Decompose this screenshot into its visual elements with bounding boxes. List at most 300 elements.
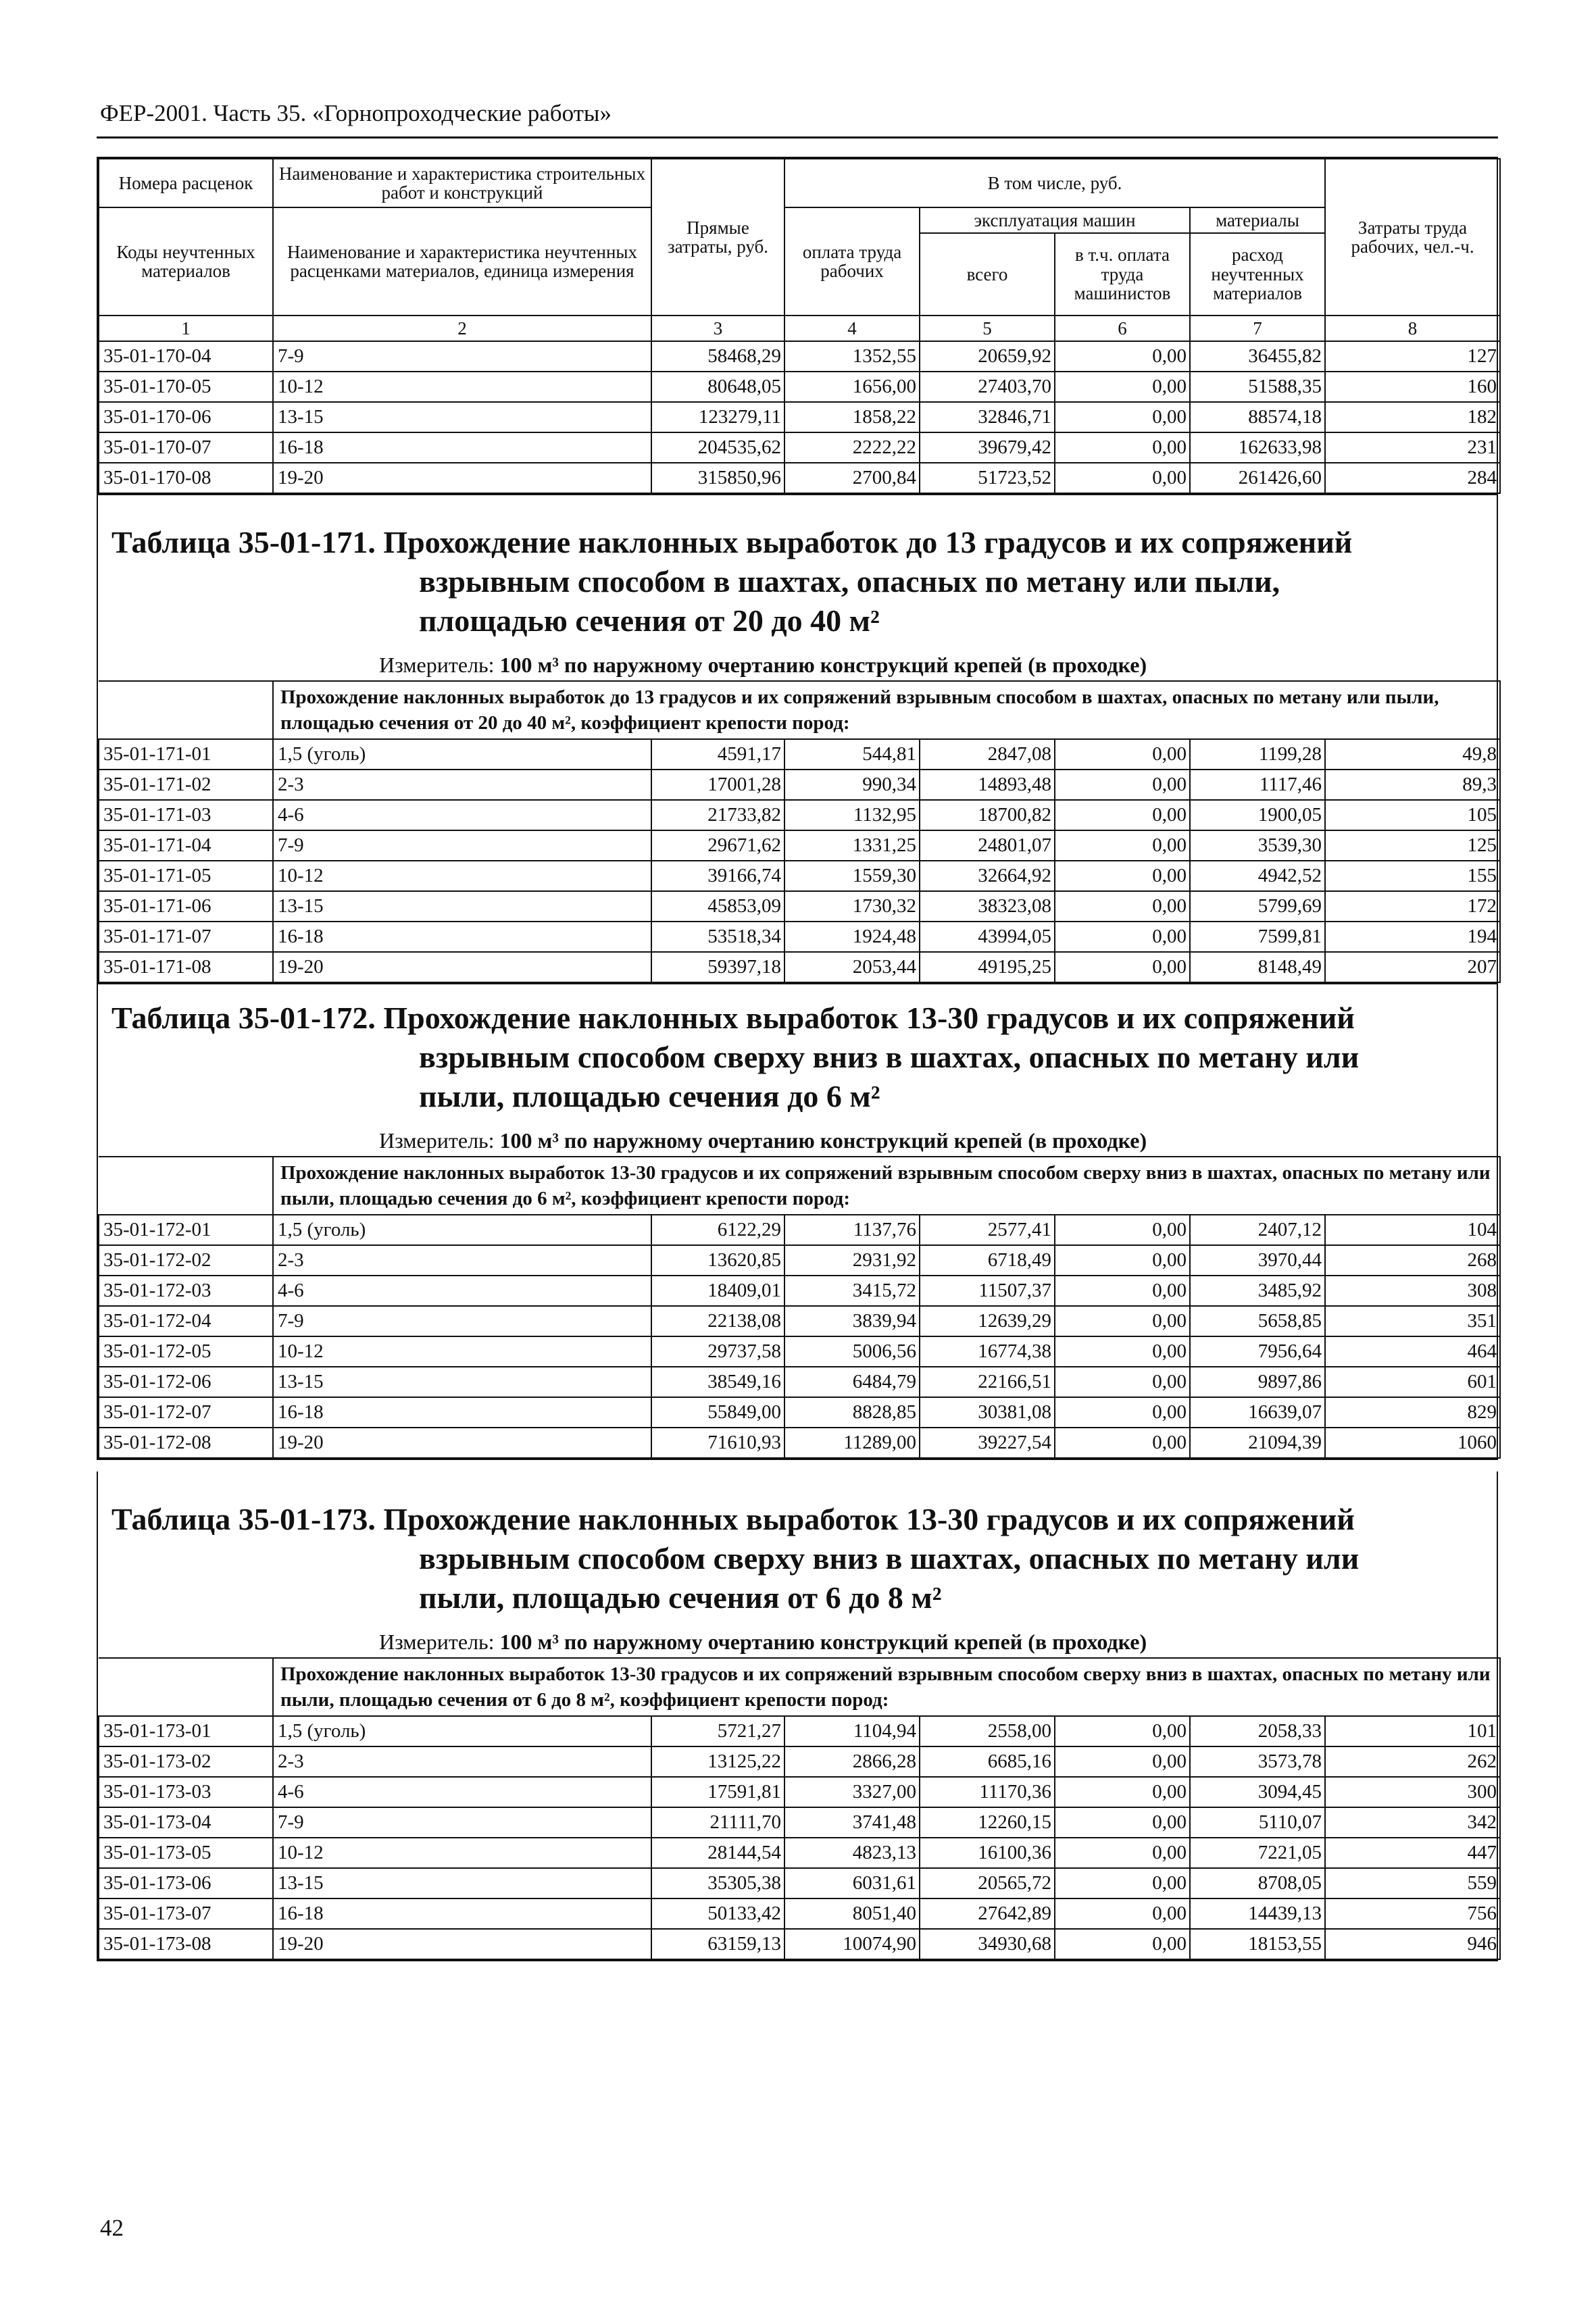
value-cell: 0,00 [1055,463,1190,493]
table-171-measure-value: 100 м³ по наружному очертанию конструкций крепей (в проходке) [499,653,1147,677]
table-row [99,1336,1500,1367]
value-cell: 2847,08 [920,739,1055,770]
value-cell: 1900,05 [1190,800,1325,830]
table-row [99,861,1500,891]
value-cell: 8051,40 [784,1898,920,1929]
value-cell: 11289,00 [784,1428,920,1458]
rate-code-cell: 35-01-173-05 [99,1838,273,1868]
value-cell: 3415,72 [784,1276,920,1306]
rock-hardness-cell: 4-6 [273,1777,651,1807]
table-171-title-line3: площадью сечения от 20 до 40 м² [419,603,880,638]
table-row [99,372,1500,402]
value-cell: 30381,08 [920,1397,1055,1428]
rate-code-cell: 35-01-173-06 [99,1868,273,1898]
value-cell: 0,00 [1055,402,1190,432]
value-cell: 18700,82 [920,800,1055,830]
rate-code-cell: 35-01-170-08 [99,463,273,493]
value-cell: 0,00 [1055,1276,1190,1306]
value-cell: 162633,98 [1190,432,1325,463]
value-cell: 8148,49 [1190,952,1325,982]
value-cell: 16774,38 [920,1336,1055,1367]
table-row [99,891,1500,922]
value-cell: 49,8 [1325,739,1500,770]
value-cell: 207 [1325,952,1500,982]
table-171-measure-label: Измеритель: [379,653,495,677]
table-173-title-line2: взрывным способом сверху вниз в шахтах, опасных по метану или [419,1541,1360,1576]
value-cell: 55849,00 [651,1397,784,1428]
value-cell: 756 [1325,1898,1500,1929]
rock-hardness-cell: 10-12 [273,1336,651,1367]
rock-hardness-cell: 10-12 [273,372,651,402]
value-cell: 32846,71 [920,402,1055,432]
value-cell: 29671,62 [651,830,784,861]
rock-hardness-cell: 2-3 [273,1746,651,1777]
value-cell: 34930,68 [920,1929,1055,1959]
rock-hardness-cell: 19-20 [273,1929,651,1959]
table-row [99,1397,1500,1428]
table-row [99,341,1500,372]
col-codes-title: Коды неучтенных материалов [99,207,273,316]
rate-code-cell: 35-01-172-08 [99,1428,273,1458]
rate-code-cell: 35-01-172-01 [99,1215,273,1245]
rock-hardness-cell: 16-18 [273,1898,651,1929]
rate-code-cell: 35-01-170-07 [99,432,273,463]
value-cell: 1730,32 [784,891,920,922]
value-cell: 182 [1325,402,1500,432]
table-171-frame [97,495,1498,984]
table-173-title-line1: Прохождение наклонных выработок 13-30 градусов и их сопряжений [383,1502,1355,1536]
value-cell: 50133,42 [651,1898,784,1929]
rate-code-cell: 35-01-171-08 [99,952,273,982]
col-materials: материалы [1190,207,1325,233]
value-cell: 5721,27 [651,1716,784,1746]
value-cell: 0,00 [1055,922,1190,952]
rock-hardness-cell: 16-18 [273,1397,651,1428]
value-cell: 1656,00 [784,372,920,402]
value-cell: 1858,22 [784,402,920,432]
value-cell: 3970,44 [1190,1245,1325,1276]
table-row [99,402,1500,432]
value-cell: 268 [1325,1245,1500,1276]
col-number-title: Номера расценок [99,159,273,207]
rock-hardness-cell: 7-9 [273,1306,651,1336]
value-cell: 63159,13 [651,1929,784,1959]
rock-hardness-cell: 2-3 [273,1245,651,1276]
value-cell: 559 [1325,1868,1500,1898]
table-171 [98,680,1501,983]
table-row [99,800,1500,830]
value-cell: 3741,48 [784,1807,920,1838]
rate-code-cell: 35-01-173-01 [99,1716,273,1746]
value-cell: 2700,84 [784,463,920,493]
value-cell: 4591,17 [651,739,784,770]
value-cell: 0,00 [1055,952,1190,982]
value-cell: 80648,05 [651,372,784,402]
value-cell: 300 [1325,1777,1500,1807]
col-machines-total: всего [920,233,1055,316]
rock-hardness-cell: 2-3 [273,770,651,800]
value-cell: 21111,70 [651,1807,784,1838]
value-cell: 0,00 [1055,1215,1190,1245]
table-173-frame [97,1472,1498,1961]
rate-code-cell: 35-01-172-07 [99,1397,273,1428]
table-row [99,1807,1500,1838]
value-cell: 0,00 [1055,1367,1190,1397]
table-170-frame [97,157,1498,495]
value-cell: 5799,69 [1190,891,1325,922]
table-173 [98,1657,1501,1960]
value-cell: 7956,64 [1190,1336,1325,1367]
table-170 [98,158,1501,494]
rate-code-cell: 35-01-171-01 [99,739,273,770]
rock-hardness-cell: 16-18 [273,432,651,463]
rock-hardness-cell: 13-15 [273,891,651,922]
header-rule [97,136,1498,139]
table-173-measure [98,1617,1497,1657]
rock-hardness-cell: 19-20 [273,463,651,493]
value-cell: 6484,79 [784,1367,920,1397]
value-cell: 3839,94 [784,1306,920,1336]
value-cell: 59397,18 [651,952,784,982]
value-cell: 12260,15 [920,1807,1055,1838]
table-173-title-prefix: Таблица 35-01-173. [111,1502,376,1536]
value-cell: 6031,61 [784,1868,920,1898]
rate-code-cell: 35-01-171-05 [99,861,273,891]
table-171-title-line1: Прохождение наклонных выработок до 13 градусов и их сопряжений [383,525,1353,559]
value-cell: 1104,94 [784,1716,920,1746]
table-row [99,1929,1500,1959]
value-cell: 22166,51 [920,1367,1055,1397]
col-wages: оплата труда рабочих [784,207,920,316]
value-cell: 262 [1325,1746,1500,1777]
value-cell: 39166,74 [651,861,784,891]
value-cell: 0,00 [1055,770,1190,800]
value-cell: 10074,90 [784,1929,920,1959]
value-cell: 155 [1325,861,1500,891]
value-cell: 0,00 [1055,739,1190,770]
page-header: ФЕР-2001. Часть 35. «Горнопроходческие работы» [100,100,612,126]
rate-code-cell: 35-01-172-06 [99,1367,273,1397]
value-cell: 1060 [1325,1428,1500,1458]
table-row [99,922,1500,952]
value-cell: 2222,22 [784,432,920,463]
value-cell: 990,34 [784,770,920,800]
table-171-caption: Прохождение наклонных выработок до 13 градусов и их сопряжений взрывным способом в шахтах, опасных по метану или пыли, площадью сечения от 20 до 40 м², коэффициент крепости пород: [273,681,1500,739]
value-cell: 8828,85 [784,1397,920,1428]
value-cell: 6685,16 [920,1746,1055,1777]
value-cell: 204535,62 [651,432,784,463]
value-cell: 38549,16 [651,1367,784,1397]
value-cell: 49195,25 [920,952,1055,982]
value-cell: 308 [1325,1276,1500,1306]
rock-hardness-cell: 16-18 [273,922,651,952]
value-cell: 0,00 [1055,1807,1190,1838]
value-cell: 105 [1325,800,1500,830]
value-cell: 544,81 [784,739,920,770]
value-cell: 17001,28 [651,770,784,800]
table-171-measure [98,640,1497,680]
table-173-measure-label: Измеритель: [379,1630,495,1654]
value-cell: 53518,34 [651,922,784,952]
value-cell: 351 [1325,1306,1500,1336]
table-row [99,1276,1500,1306]
value-cell: 447 [1325,1838,1500,1868]
rate-code-cell: 35-01-172-04 [99,1306,273,1336]
rock-hardness-cell: 19-20 [273,952,651,982]
col-labor: Затраты труда рабочих, чел.-ч. [1325,159,1500,316]
table-row [99,1215,1500,1245]
table-row [99,1306,1500,1336]
value-cell: 17591,81 [651,1777,784,1807]
value-cell: 0,00 [1055,1746,1190,1777]
value-cell: 39227,54 [920,1428,1055,1458]
rock-hardness-cell: 7-9 [273,341,651,372]
col-machinists: в т.ч. оплата труда машинистов [1055,233,1190,316]
table-172 [98,1156,1501,1459]
value-cell: 18409,01 [651,1276,784,1306]
col-machines: эксплуатация машин [920,207,1190,233]
value-cell: 125 [1325,830,1500,861]
table-row [99,1367,1500,1397]
value-cell: 0,00 [1055,1868,1190,1898]
rock-hardness-cell: 1,5 (уголь) [273,1215,651,1245]
value-cell: 0,00 [1055,1898,1190,1929]
rate-code-cell: 35-01-173-04 [99,1807,273,1838]
value-cell: 58468,29 [651,341,784,372]
value-cell: 24801,07 [920,830,1055,861]
value-cell: 16639,07 [1190,1397,1325,1428]
value-cell: 1199,28 [1190,739,1325,770]
value-cell: 2866,28 [784,1746,920,1777]
value-cell: 3539,30 [1190,830,1325,861]
value-cell: 3327,00 [784,1777,920,1807]
value-cell: 127 [1325,341,1500,372]
value-cell: 4942,52 [1190,861,1325,891]
value-cell: 1352,55 [784,341,920,372]
table-row [99,1777,1500,1807]
value-cell: 43994,05 [920,922,1055,952]
table-172-title-line1: Прохождение наклонных выработок 13-30 градусов и их сопряжений [383,1001,1355,1035]
table-row [99,1746,1500,1777]
value-cell: 231 [1325,432,1500,463]
rate-code-cell: 35-01-170-04 [99,341,273,372]
rock-hardness-cell: 1,5 (уголь) [273,739,651,770]
value-cell: 13125,22 [651,1746,784,1777]
value-cell: 601 [1325,1367,1500,1397]
rock-hardness-cell: 13-15 [273,1367,651,1397]
rock-hardness-cell: 7-9 [273,830,651,861]
table-173-measure-value: 100 м³ по наружному очертанию конструкций крепей (в проходке) [499,1630,1147,1654]
table-172-caption: Прохождение наклонных выработок 13-30 градусов и их сопряжений взрывным способом сверху вниз в шахтах, опасных по метану или пыли, площадью сечения до 6 м², коэффициент крепости пород: [273,1157,1500,1215]
value-cell: 9897,86 [1190,1367,1325,1397]
table-172-title-prefix: Таблица 35-01-172. [111,1001,376,1035]
value-cell: 39679,42 [920,432,1055,463]
table-173-caption: Прохождение наклонных выработок 13-30 градусов и их сопряжений взрывным способом сверху вниз в шахтах, опасных по метану или пыли, площадью сечения от 6 до 8 м², коэффициент крепости пород: [273,1658,1500,1716]
value-cell: 32664,92 [920,861,1055,891]
value-cell: 0,00 [1055,1428,1190,1458]
rock-hardness-cell: 1,5 (уголь) [273,1716,651,1746]
table-173-title [98,1472,1497,1617]
value-cell: 4823,13 [784,1838,920,1868]
value-cell: 261426,60 [1190,463,1325,493]
rate-code-cell: 35-01-171-02 [99,770,273,800]
table-172-title-line3: пыли, площадью сечения до 6 м² [419,1079,880,1113]
col-name-title: Наименование и характеристика строительных работ и конструкций [273,159,651,207]
value-cell: 0,00 [1055,1336,1190,1367]
col-num-2: 2 [273,316,651,341]
rock-hardness-cell: 19-20 [273,1428,651,1458]
value-cell: 14893,48 [920,770,1055,800]
rate-code-cell: 35-01-170-06 [99,402,273,432]
value-cell: 0,00 [1055,830,1190,861]
value-cell: 284 [1325,463,1500,493]
value-cell: 89,3 [1325,770,1500,800]
table-172-title-line2: взрывным способом сверху вниз в шахтах, опасных по метану или [419,1040,1360,1074]
value-cell: 7599,81 [1190,922,1325,952]
value-cell: 11507,37 [920,1276,1055,1306]
value-cell: 5006,56 [784,1336,920,1367]
table-173-title-line3: пыли, площадью сечения от 6 до 8 м² [419,1580,942,1615]
value-cell: 0,00 [1055,1777,1190,1807]
value-cell: 20659,92 [920,341,1055,372]
table-row [99,1898,1500,1929]
rate-code-cell: 35-01-172-03 [99,1276,273,1306]
value-cell: 194 [1325,922,1500,952]
value-cell: 36455,82 [1190,341,1325,372]
table-172-measure-value: 100 м³ по наружному очертанию конструкций крепей (в проходке) [499,1128,1147,1153]
value-cell: 0,00 [1055,1929,1190,1959]
table-row [99,830,1500,861]
rate-code-cell: 35-01-173-03 [99,1777,273,1807]
value-cell: 14439,13 [1190,1898,1325,1929]
value-cell: 27403,70 [920,372,1055,402]
col-num-4: 4 [784,316,920,341]
value-cell: 12639,29 [920,1306,1055,1336]
value-cell: 6122,29 [651,1215,784,1245]
value-cell: 0,00 [1055,1397,1190,1428]
rate-code-cell: 35-01-173-07 [99,1898,273,1929]
value-cell: 946 [1325,1929,1500,1959]
table-171-title [98,495,1497,640]
value-cell: 21733,82 [651,800,784,830]
value-cell: 0,00 [1055,341,1190,372]
table-172-frame [97,970,1498,1460]
col-num-1: 1 [99,316,273,341]
value-cell: 5658,85 [1190,1306,1325,1336]
table-row [99,432,1500,463]
value-cell: 464 [1325,1336,1500,1367]
value-cell: 1132,95 [784,800,920,830]
rock-hardness-cell: 10-12 [273,861,651,891]
value-cell: 71610,93 [651,1428,784,1458]
value-cell: 3094,45 [1190,1777,1325,1807]
value-cell: 3485,92 [1190,1276,1325,1306]
rate-code-cell: 35-01-172-02 [99,1245,273,1276]
rate-code-cell: 35-01-173-02 [99,1746,273,1777]
value-cell: 1924,48 [784,922,920,952]
value-cell: 101 [1325,1716,1500,1746]
value-cell: 160 [1325,372,1500,402]
value-cell: 5110,07 [1190,1807,1325,1838]
value-cell: 2053,44 [784,952,920,982]
col-num-7: 7 [1190,316,1325,341]
table-row [99,1868,1500,1898]
table-row [99,770,1500,800]
table-171-title-prefix: Таблица 35-01-171. [111,525,376,559]
table-row [99,1716,1500,1746]
value-cell: 27642,89 [920,1898,1055,1929]
value-cell: 2407,12 [1190,1215,1325,1245]
col-materials-unaccounted: расход неучтенных материалов [1190,233,1325,316]
rock-hardness-cell: 13-15 [273,402,651,432]
value-cell: 51588,35 [1190,372,1325,402]
value-cell: 0,00 [1055,1716,1190,1746]
value-cell: 20565,72 [920,1868,1055,1898]
value-cell: 21094,39 [1190,1428,1325,1458]
value-cell: 2931,92 [784,1245,920,1276]
table-row [99,1428,1500,1458]
page-number: 42 [100,2215,124,2241]
rock-hardness-cell: 10-12 [273,1838,651,1868]
value-cell: 1559,30 [784,861,920,891]
value-cell: 1137,76 [784,1215,920,1245]
value-cell: 0,00 [1055,861,1190,891]
value-cell: 0,00 [1055,1245,1190,1276]
value-cell: 45853,09 [651,891,784,922]
table-row [99,739,1500,770]
table-row [99,463,1500,493]
value-cell: 0,00 [1055,800,1190,830]
value-cell: 11170,36 [920,1777,1055,1807]
value-cell: 88574,18 [1190,402,1325,432]
value-cell: 38323,08 [920,891,1055,922]
value-cell: 35305,38 [651,1868,784,1898]
table-row [99,1838,1500,1868]
table-172-measure-label: Измеритель: [379,1128,495,1153]
value-cell: 829 [1325,1397,1500,1428]
col-num-3: 3 [651,316,784,341]
rate-code-cell: 35-01-171-07 [99,922,273,952]
value-cell: 123279,11 [651,402,784,432]
value-cell: 0,00 [1055,891,1190,922]
value-cell: 6718,49 [920,1245,1055,1276]
table-172-title [98,970,1497,1116]
rate-code-cell: 35-01-173-08 [99,1929,273,1959]
col-num-6: 6 [1055,316,1190,341]
table-171-title-line2: взрывным способом в шахтах, опасных по метану или пыли, [419,564,1280,599]
value-cell: 342 [1325,1807,1500,1838]
rate-code-cell: 35-01-171-03 [99,800,273,830]
value-cell: 2558,00 [920,1716,1055,1746]
value-cell: 16100,36 [920,1838,1055,1868]
value-cell: 1331,25 [784,830,920,861]
value-cell: 7221,05 [1190,1838,1325,1868]
table-172-measure [98,1116,1497,1156]
col-num-5: 5 [920,316,1055,341]
value-cell: 104 [1325,1215,1500,1245]
col-direct-costs: Прямые затраты, руб. [651,159,784,316]
value-cell: 0,00 [1055,432,1190,463]
value-cell: 51723,52 [920,463,1055,493]
value-cell: 2577,41 [920,1215,1055,1245]
table-row [99,1245,1500,1276]
rate-code-cell: 35-01-171-04 [99,830,273,861]
value-cell: 1117,46 [1190,770,1325,800]
value-cell: 29737,58 [651,1336,784,1367]
value-cell: 315850,96 [651,463,784,493]
value-cell: 22138,08 [651,1306,784,1336]
rock-hardness-cell: 13-15 [273,1868,651,1898]
